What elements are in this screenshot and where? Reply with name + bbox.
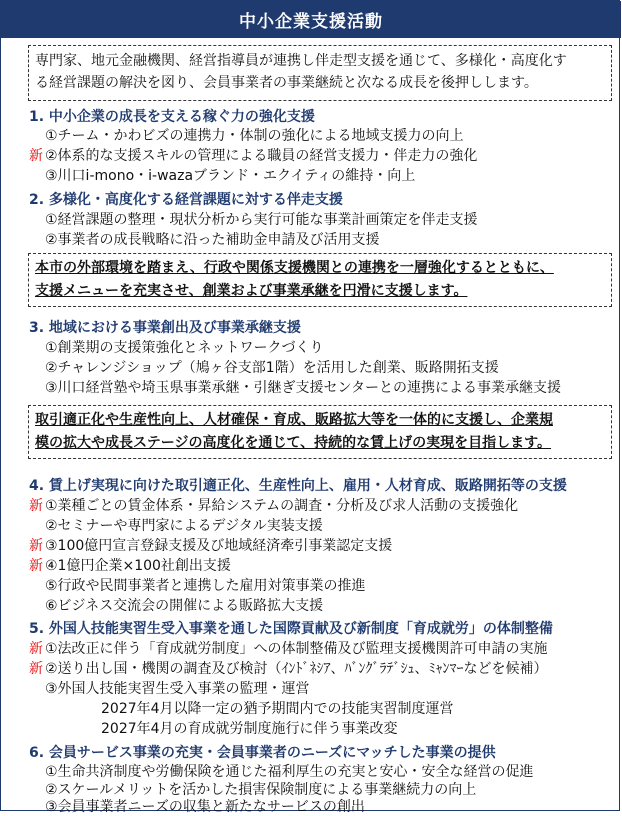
intro-line-2: る経営課題の解決を図り、会員事業者の事業継続と次なる成長を後押しします。 <box>35 75 538 91</box>
list-item: 新 ③100億円宣言登録支援及び地域経済牽引事業認定支援 <box>29 535 392 555</box>
list-item: ①経営課題の整理・現状分析から実行可能な事業計画策定を伴走支援 <box>45 212 478 228</box>
new-badge: 新 <box>29 148 43 164</box>
list-item: ③外国人技能実習生受入事業の監理・運営 <box>45 681 310 697</box>
list-item: 新 ①業種ごとの賃金体系・昇給システムの調査・分析及び求人活動の支援強化 <box>29 495 518 515</box>
summary-line-2: 模の拡大や成長ステージの高度化を通じて、持続的な賃上げの実現を目指します。 <box>35 435 552 451</box>
new-badge: 新 <box>29 498 43 514</box>
new-badge: 新 <box>29 641 43 657</box>
list-item: ⑥ビジネス交流会の開催による販路拡大支援 <box>45 598 324 614</box>
summary-line-2: 支援メニューを充実させ、創業および事業承継を円滑に支援します。 <box>35 283 468 299</box>
new-badge: 新 <box>29 538 43 554</box>
list-item: ①チーム・かわビズの連携力・体制の強化による地域支援力の向上 <box>45 128 464 144</box>
list-item: ③会員事業者ニーズの収集と新たなサービスの創出 <box>45 799 365 815</box>
list-item: ②セミナーや専門家によるデジタル実装支援 <box>45 518 323 534</box>
list-item: 新 ②体系的な支援スキルの管理による職員の経営支援力・伴走力の強化 <box>29 145 477 165</box>
new-badge: 新 <box>29 661 43 677</box>
list-item: 新 ④1億円企業×100社創出支援 <box>29 555 231 575</box>
list-item: 新 ①法改正に伴う「育成就労制度」への体制整備及び監理支援機関許可申請の実施 <box>29 638 548 658</box>
summary-box-2 <box>28 253 612 307</box>
summary-line-1: 本市の外部環境を踏まえ、行政や関係支援機関との連携を一層強化するとともに、 <box>35 260 554 276</box>
list-item: ②チャレンジショップ（鳩ヶ谷支部1階）を活用した創業、販路開拓支援 <box>45 360 499 376</box>
intro-box <box>28 45 612 101</box>
new-badge: 新 <box>29 558 43 574</box>
page-title: 中小企業支援活動 <box>1 1 621 38</box>
section-4-heading: 4. 賃上げ実現に向けた取引適正化、生産性向上、雇用・人材育成、販路開拓等の支援 <box>29 478 567 494</box>
intro-line-1: 専門家、地元金融機関、経営指導員が連携し伴走型支援を通じて、多様化・高度化す <box>35 53 567 69</box>
list-item: ③川口i-mono・i-wazaブランド・エクイティの維持・向上 <box>45 168 416 184</box>
list-item: ②スケールメリットを活かした損害保険制度による事業継続力の向上 <box>45 782 477 798</box>
summary-line-1: 取引適正化や生産性向上、人材確保・育成、販路拡大等を一体的に支援し、企業規 <box>35 412 553 428</box>
section-2-heading: 2. 多様化・高度化する経営課題に対する伴走支援 <box>29 192 343 208</box>
list-item: ⑤行政や民間事業者と連携した雇用対策事業の推進 <box>45 578 366 594</box>
section-6-heading: 6. 会員サービス事業の充実・会員事業者のニーズにマッチした事業の提供 <box>29 745 496 761</box>
list-item: ①創業期の支援策強化とネットワークづくり <box>45 340 324 356</box>
section-3-heading: 3. 地域における事業創出及び事業承継支援 <box>29 320 301 336</box>
list-item: 2027年4月の育成就労制度施行に伴う事業改変 <box>101 721 398 737</box>
section-5-heading: 5. 外国人技能実習生受入事業を通した国際貢献及び新制度「育成就労」の体制整備 <box>29 621 553 637</box>
section-1-heading: 1. 中小企業の成長を支える稼ぐ力の強化支援 <box>29 109 315 125</box>
list-item: ③川口経営塾や埼玉県事業承継・引継ぎ支援センターとの連携による事業承継支援 <box>45 380 561 396</box>
list-item: ②事業者の成長戦略に沿った補助金申請及び活用支援 <box>45 232 380 248</box>
list-item: 新 ②送り出し国・機関の調査及び検討（ｲﾝﾄﾞﾈｼｱ、ﾊﾞﾝｸﾞﾗﾃﾞｼｭ、ﾐｬﾝﾏｰなどを候補） <box>29 658 548 678</box>
list-item: 2027年4月以降一定の猶予期間内での技能実習制度運営 <box>101 701 454 717</box>
list-item: ①生命共済制度や労働保険を通じた福利厚生の充実と安心・安全な経営の促進 <box>45 764 534 780</box>
summary-box-3 <box>28 405 612 459</box>
